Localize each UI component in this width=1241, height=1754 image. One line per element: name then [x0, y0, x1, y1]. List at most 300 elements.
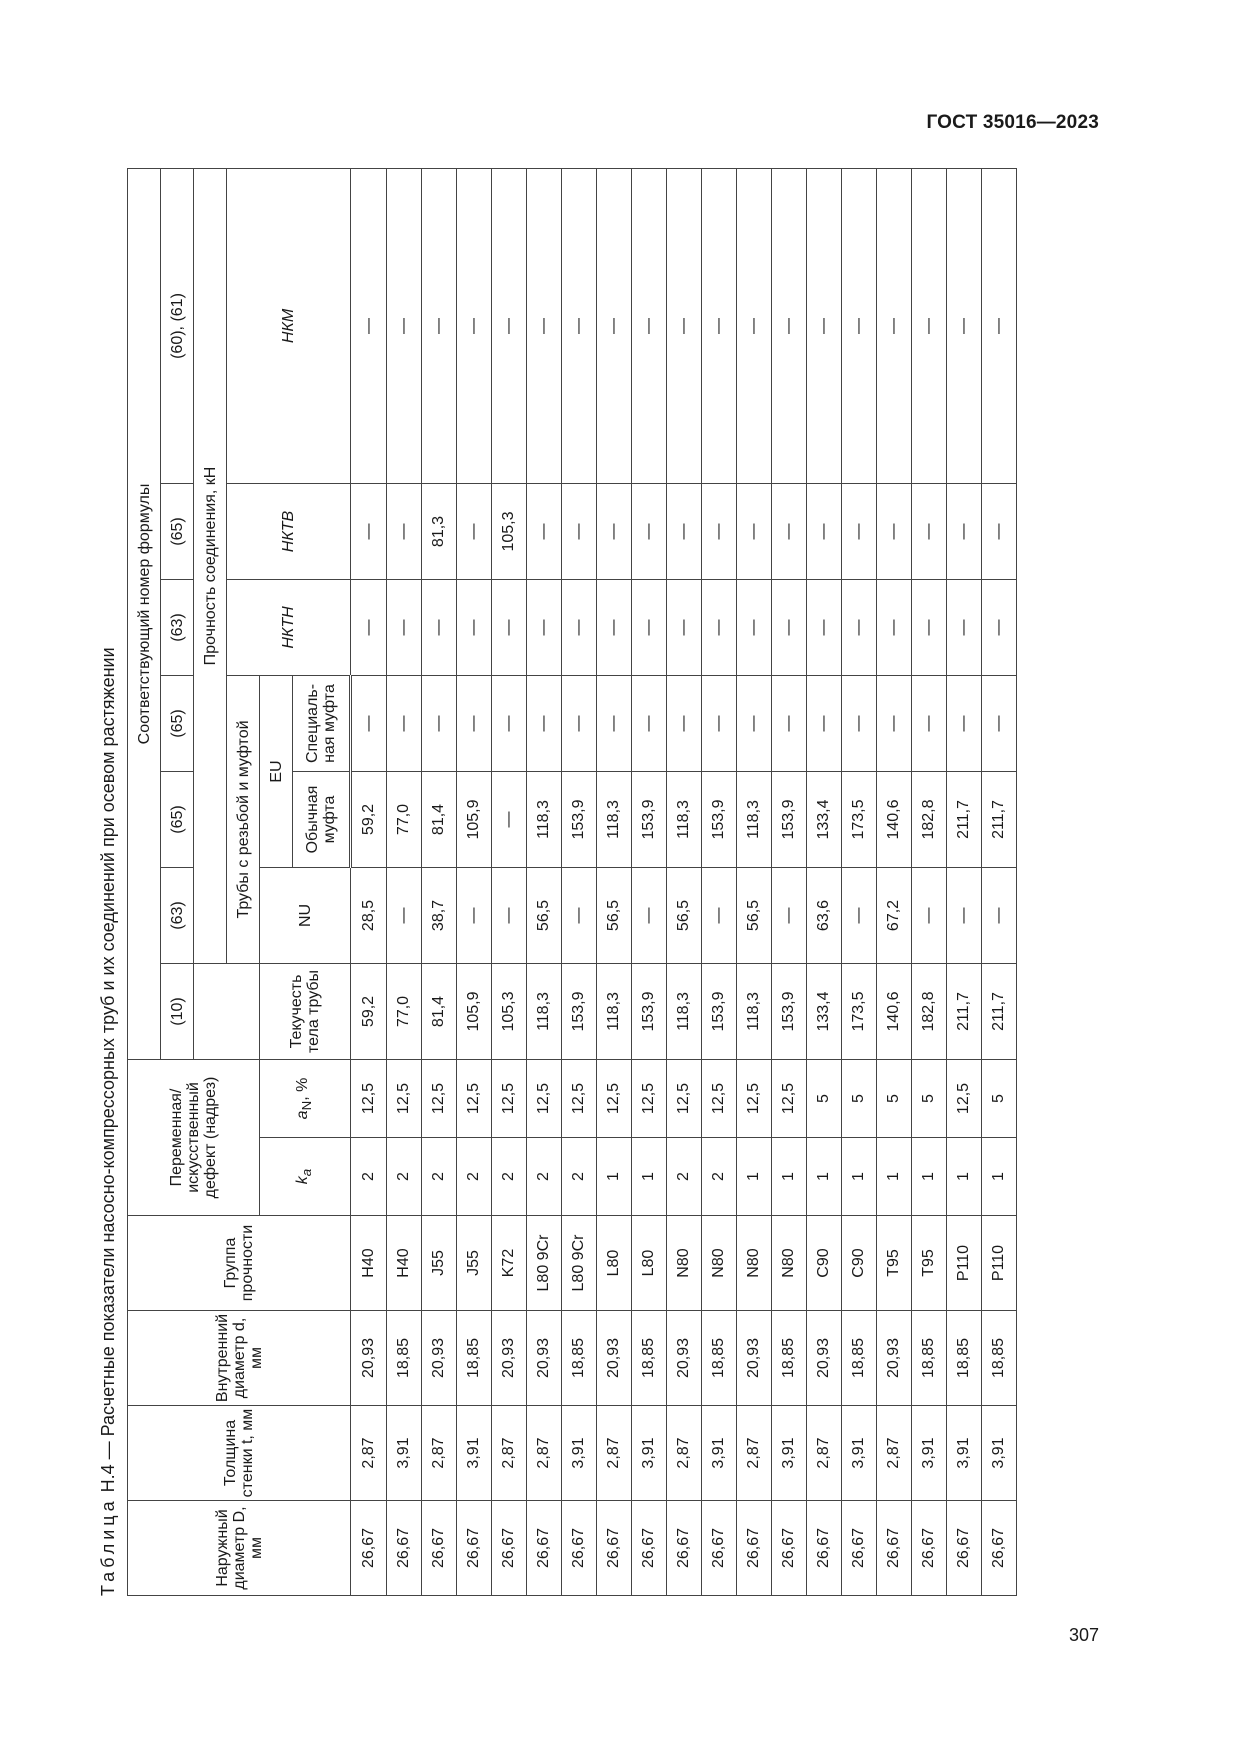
table-cell: 26,67 [842, 1501, 877, 1596]
hdr-formula: (10) [161, 963, 194, 1059]
table-cell: — [982, 579, 1017, 675]
table-cell: 211,7 [982, 963, 1017, 1059]
table-cell: — [877, 675, 912, 771]
table-cell: J55 [457, 1216, 492, 1311]
table-cell: 26,67 [877, 1501, 912, 1596]
table-cell: — [667, 675, 702, 771]
table-cell: — [387, 168, 422, 483]
table-cell: 20,93 [527, 1311, 562, 1406]
table-cell: 56,5 [667, 867, 702, 963]
table-cell: 2,87 [667, 1406, 702, 1501]
table-cell: — [807, 483, 842, 579]
table-row [772, 168, 807, 1595]
table-cell: P110 [947, 1216, 982, 1311]
table-cell: 2,87 [877, 1406, 912, 1501]
table-cell: 5 [842, 1059, 877, 1137]
table-cell: — [387, 675, 422, 771]
table-cell: — [527, 579, 562, 675]
hdr-threaded: Трубы с резьбой и муфтой [227, 675, 260, 963]
table-cell: — [422, 168, 457, 483]
table-cell: — [492, 771, 527, 867]
table-cell: — [632, 579, 667, 675]
table-cell: — [457, 579, 492, 675]
table-row [982, 168, 1017, 1595]
table-cell: 12,5 [667, 1059, 702, 1137]
caption-text: Н.4 — Расчетные показатели насосно-компрессорных труб и их соединений при осевом растяжении [98, 647, 118, 1498]
table-cell: 105,3 [492, 963, 527, 1059]
table-cell: C90 [807, 1216, 842, 1311]
table-cell: 2 [387, 1138, 422, 1216]
table-cell: K72 [492, 1216, 527, 1311]
table-cell: 26,67 [562, 1501, 597, 1596]
table-cell: 26,67 [527, 1501, 562, 1596]
table-row [632, 168, 667, 1595]
table-cell: 2 [351, 1138, 387, 1216]
table-cell: 2 [492, 1138, 527, 1216]
table-cell: 56,5 [737, 867, 772, 963]
table-cell: — [737, 675, 772, 771]
table-cell: 20,93 [667, 1311, 702, 1406]
hdr-formula: (65) [161, 483, 194, 579]
table-cell: 2,87 [351, 1406, 387, 1501]
table-cell: 5 [982, 1059, 1017, 1137]
table-cell: 81,3 [422, 483, 457, 579]
table-cell: 1 [807, 1138, 842, 1216]
table-cell: 12,5 [527, 1059, 562, 1137]
table-cell: — [562, 675, 597, 771]
table-cell: 182,8 [912, 771, 947, 867]
table-cell: L80 9Cr [562, 1216, 597, 1311]
table-cell: — [737, 579, 772, 675]
table-cell: 26,67 [632, 1501, 667, 1596]
table-row [457, 168, 492, 1595]
table-cell: 28,5 [351, 867, 387, 963]
table-cell: 153,9 [562, 963, 597, 1059]
table-cell: 26,67 [702, 1501, 737, 1596]
table-cell: 63,6 [807, 867, 842, 963]
table-cell: 2,87 [807, 1406, 842, 1501]
table-cell: 2,87 [422, 1406, 457, 1501]
table-cell: 20,93 [597, 1311, 632, 1406]
table-cell: — [772, 675, 807, 771]
table-cell: — [702, 483, 737, 579]
table-cell: 26,67 [667, 1501, 702, 1596]
table-cell: 118,3 [667, 771, 702, 867]
table-cell: — [351, 579, 387, 675]
table-cell: — [492, 579, 527, 675]
table-cell: 26,67 [457, 1501, 492, 1596]
table-cell: — [632, 675, 667, 771]
table-cell: 105,3 [492, 483, 527, 579]
table-cell: 12,5 [597, 1059, 632, 1137]
table-cell: N80 [737, 1216, 772, 1311]
table-cell: 5 [807, 1059, 842, 1137]
table-row [527, 168, 562, 1595]
table-body [351, 168, 1017, 1595]
table-cell: 105,9 [457, 963, 492, 1059]
table-row [807, 168, 842, 1595]
hdr-formula: (65) [161, 675, 194, 771]
table-row [737, 168, 772, 1595]
table-cell: N80 [667, 1216, 702, 1311]
table-cell: 12,5 [562, 1059, 597, 1137]
hdr-formula: (60), (61) [161, 168, 194, 483]
table-cell: 1 [947, 1138, 982, 1216]
table-cell: — [737, 483, 772, 579]
table-cell: — [912, 867, 947, 963]
table-cell: — [912, 579, 947, 675]
table-cell: 12,5 [457, 1059, 492, 1137]
table-cell: 20,93 [422, 1311, 457, 1406]
table-cell: T95 [912, 1216, 947, 1311]
hdr-formula: (63) [161, 867, 194, 963]
table-cell: — [492, 867, 527, 963]
table-cell: 26,67 [912, 1501, 947, 1596]
table-cell: Н40 [351, 1216, 387, 1311]
table-cell: 20,93 [351, 1311, 387, 1406]
table-cell: 118,3 [737, 771, 772, 867]
table-cell: C90 [842, 1216, 877, 1311]
table-cell: 133,4 [807, 771, 842, 867]
rotated-table-block [97, 174, 1017, 1596]
hdr-formula: (63) [161, 579, 194, 675]
table-cell: — [632, 483, 667, 579]
table-cell: 3,91 [562, 1406, 597, 1501]
table-cell: 12,5 [947, 1059, 982, 1137]
table-cell: 26,67 [351, 1501, 387, 1596]
table-cell: 26,67 [807, 1501, 842, 1596]
table-cell: 81,4 [422, 771, 457, 867]
table-cell: 3,91 [387, 1406, 422, 1501]
table-cell: — [562, 483, 597, 579]
table-cell: — [422, 579, 457, 675]
table-cell: 153,9 [772, 963, 807, 1059]
table-cell: 26,67 [597, 1501, 632, 1596]
table-cell: 3,91 [632, 1406, 667, 1501]
table-cell: 18,85 [912, 1311, 947, 1406]
table-cell: 153,9 [562, 771, 597, 867]
table-cell: — [457, 675, 492, 771]
table-cell: 3,91 [842, 1406, 877, 1501]
table-cell: 3,91 [982, 1406, 1017, 1501]
table-cell: 1 [632, 1138, 667, 1216]
table-cell: 211,7 [947, 771, 982, 867]
table-cell: — [982, 483, 1017, 579]
table-cell: — [527, 168, 562, 483]
table-cell: — [597, 483, 632, 579]
hdr-empty [194, 963, 260, 1059]
table-cell: — [772, 579, 807, 675]
hdr-pipe-yield: Текучесть тела трубы [260, 963, 351, 1059]
hdr-eu-regular: Обычная муфта [293, 771, 351, 867]
table-cell: 77,0 [387, 771, 422, 867]
table-cell: 81,4 [422, 963, 457, 1059]
hdr-nu: NU [260, 867, 351, 963]
table-cell: 20,93 [807, 1311, 842, 1406]
table-cell: 1 [877, 1138, 912, 1216]
table-cell: 1 [737, 1138, 772, 1216]
table-cell: 2 [667, 1138, 702, 1216]
table-row [842, 168, 877, 1595]
hdr-formula-group: Соответствующий номер формулы [128, 168, 161, 1059]
hdr-nktn: НКТН [227, 579, 351, 675]
hdr-defect: Переменная/ искусственный дефект (надрез) [128, 1059, 260, 1215]
table-cell: 20,93 [737, 1311, 772, 1406]
table-row [492, 168, 527, 1595]
table-cell: 5 [877, 1059, 912, 1137]
table-cell: — [842, 867, 877, 963]
table-cell: 38,7 [422, 867, 457, 963]
table-cell: 182,8 [912, 963, 947, 1059]
table-cell: — [982, 867, 1017, 963]
table-cell: — [912, 168, 947, 483]
table-cell: 26,67 [422, 1501, 457, 1596]
table-cell: 18,85 [772, 1311, 807, 1406]
table-cell: 20,93 [877, 1311, 912, 1406]
table-cell: — [667, 483, 702, 579]
table-cell: — [527, 483, 562, 579]
table-cell: — [982, 675, 1017, 771]
table-cell: 18,85 [947, 1311, 982, 1406]
table-cell: 18,85 [632, 1311, 667, 1406]
table-cell: — [807, 579, 842, 675]
data-table [127, 168, 1017, 1596]
table-cell: 59,2 [351, 963, 387, 1059]
table-cell: J55 [422, 1216, 457, 1311]
table-cell: — [912, 483, 947, 579]
table-cell: — [492, 168, 527, 483]
table-cell: — [387, 483, 422, 579]
table-cell: — [877, 483, 912, 579]
table-cell: — [597, 675, 632, 771]
table-cell: 2 [527, 1138, 562, 1216]
table-cell: 26,67 [947, 1501, 982, 1596]
hdr-nkm: НКМ [227, 168, 351, 483]
hdr-formula: (65) [161, 771, 194, 867]
hdr-strength: Прочность соединения, кН [194, 168, 227, 963]
table-cell: P110 [982, 1216, 1017, 1311]
table-cell: — [877, 168, 912, 483]
table-row [912, 168, 947, 1595]
hdr-grade: Группа прочности [128, 1216, 351, 1311]
table-cell: 3,91 [912, 1406, 947, 1501]
table-cell: 12,5 [351, 1059, 387, 1137]
table-cell: 18,85 [562, 1311, 597, 1406]
table-cell: 1 [842, 1138, 877, 1216]
table-row [702, 168, 737, 1595]
table-cell: — [457, 483, 492, 579]
table-cell: 118,3 [737, 963, 772, 1059]
table-cell: — [702, 867, 737, 963]
table-cell: 2 [457, 1138, 492, 1216]
table-cell: 12,5 [772, 1059, 807, 1137]
table-cell: — [667, 168, 702, 483]
table-row [597, 168, 632, 1595]
table-cell: L80 [632, 1216, 667, 1311]
table-cell: 3,91 [772, 1406, 807, 1501]
hdr-wall-t: Толщина стенки t, мм [128, 1406, 351, 1501]
table-cell: 56,5 [527, 867, 562, 963]
table-cell: — [737, 168, 772, 483]
table-cell: — [597, 579, 632, 675]
table-row [877, 168, 912, 1595]
table-cell: — [351, 168, 387, 483]
table-cell: 26,67 [737, 1501, 772, 1596]
table-cell: L80 9Cr [527, 1216, 562, 1311]
table-cell: 18,85 [982, 1311, 1017, 1406]
table-cell: — [947, 168, 982, 483]
table-cell: 1 [912, 1138, 947, 1216]
table-cell: — [842, 579, 877, 675]
hdr-eu-special: Специаль- ная муфта [293, 675, 351, 771]
table-cell: N80 [702, 1216, 737, 1311]
table-cell: 2,87 [527, 1406, 562, 1501]
table-cell: — [842, 168, 877, 483]
table-cell: 12,5 [387, 1059, 422, 1137]
page-number: 307 [1069, 1625, 1100, 1645]
table-cell: 140,6 [877, 963, 912, 1059]
table-cell: — [492, 675, 527, 771]
table-cell: — [912, 675, 947, 771]
table-cell: 5 [912, 1059, 947, 1137]
table-cell: — [842, 675, 877, 771]
table-cell: — [351, 483, 387, 579]
table-cell: 3,91 [702, 1406, 737, 1501]
table-cell: — [387, 579, 422, 675]
table-cell: 153,9 [702, 963, 737, 1059]
hdr-inner-d: Внутренний диаметр d, мм [128, 1311, 351, 1406]
table-cell: 153,9 [632, 963, 667, 1059]
table-cell: 2 [702, 1138, 737, 1216]
table-cell: 2 [562, 1138, 597, 1216]
table-cell: — [422, 675, 457, 771]
hdr-nktv: НКТВ [227, 483, 351, 579]
table-cell: 140,6 [877, 771, 912, 867]
table-cell: 118,3 [527, 771, 562, 867]
table-cell: 59,2 [351, 771, 387, 867]
table-cell: 26,67 [772, 1501, 807, 1596]
table-cell: — [702, 675, 737, 771]
table-cell: 18,85 [842, 1311, 877, 1406]
table-cell: — [387, 867, 422, 963]
table-cell: 77,0 [387, 963, 422, 1059]
table-cell: — [597, 168, 632, 483]
table-cell: — [772, 168, 807, 483]
table-cell: — [947, 867, 982, 963]
table-cell: 12,5 [702, 1059, 737, 1137]
table-row [947, 168, 982, 1595]
table-cell: 153,9 [702, 771, 737, 867]
table-cell: T95 [877, 1216, 912, 1311]
table-cell: 1 [772, 1138, 807, 1216]
table-cell: 26,67 [387, 1501, 422, 1596]
table-cell: — [632, 168, 667, 483]
table-cell: 18,85 [702, 1311, 737, 1406]
hdr-eu: EU [260, 675, 293, 867]
table-cell: — [527, 675, 562, 771]
table-cell: 56,5 [597, 867, 632, 963]
table-cell: 173,5 [842, 963, 877, 1059]
table-cell: Н40 [387, 1216, 422, 1311]
table-cell: — [947, 675, 982, 771]
hdr-outer-d: Наружный диаметр D, мм [128, 1501, 351, 1596]
table-cell: — [982, 168, 1017, 483]
table-cell: — [772, 483, 807, 579]
table-cell: 26,67 [982, 1501, 1017, 1596]
table-cell: 18,85 [387, 1311, 422, 1406]
table-cell: — [457, 867, 492, 963]
table-cell: 20,93 [492, 1311, 527, 1406]
table-cell: — [807, 168, 842, 483]
table-cell: — [772, 867, 807, 963]
doc-code: ГОСТ 35016—2023 [926, 112, 1099, 133]
table-cell: 12,5 [492, 1059, 527, 1137]
table-cell: — [632, 867, 667, 963]
table-cell: 12,5 [632, 1059, 667, 1137]
table-cell: 173,5 [842, 771, 877, 867]
table-row [422, 168, 457, 1595]
table-cell: 12,5 [422, 1059, 457, 1137]
table-cell: — [562, 168, 597, 483]
table-cell: 18,85 [457, 1311, 492, 1406]
table-row [562, 168, 597, 1595]
table-row [351, 168, 387, 1595]
table-cell: — [807, 675, 842, 771]
table-cell: 153,9 [632, 771, 667, 867]
table-cell: — [702, 168, 737, 483]
table-cell: 2,87 [737, 1406, 772, 1501]
table-row [387, 168, 422, 1595]
hdr-ka: $k_а$ [260, 1138, 351, 1216]
table-caption [97, 174, 127, 1596]
table-cell: — [562, 867, 597, 963]
table-cell: — [351, 675, 387, 771]
table-cell: 2,87 [492, 1406, 527, 1501]
table-cell: 105,9 [457, 771, 492, 867]
hdr-an: $a_N$, % [260, 1059, 351, 1137]
table-cell: — [947, 483, 982, 579]
table-cell: 12,5 [737, 1059, 772, 1137]
table-cell: — [947, 579, 982, 675]
table-row [667, 168, 702, 1595]
table-cell: 1 [982, 1138, 1017, 1216]
table-cell: 118,3 [667, 963, 702, 1059]
table-cell: 26,67 [492, 1501, 527, 1596]
table-cell: N80 [772, 1216, 807, 1311]
table-cell: 133,4 [807, 963, 842, 1059]
table-cell: — [702, 579, 737, 675]
table-cell: 2,87 [597, 1406, 632, 1501]
table-cell: 67,2 [877, 867, 912, 963]
table-cell: 118,3 [527, 963, 562, 1059]
table-cell: — [667, 579, 702, 675]
table-cell: 2 [422, 1138, 457, 1216]
table-cell: 153,9 [772, 771, 807, 867]
table-cell: 211,7 [947, 963, 982, 1059]
table-cell: 211,7 [982, 771, 1017, 867]
table-cell: — [562, 579, 597, 675]
table-cell: L80 [597, 1216, 632, 1311]
table-cell: — [877, 579, 912, 675]
caption-prefix: Таблица [98, 1497, 118, 1596]
table-cell: 3,91 [947, 1406, 982, 1501]
table-cell: 118,3 [597, 771, 632, 867]
table-cell: 118,3 [597, 963, 632, 1059]
table-cell: 1 [597, 1138, 632, 1216]
table-cell: — [842, 483, 877, 579]
table-cell: — [457, 168, 492, 483]
table-cell: 3,91 [457, 1406, 492, 1501]
